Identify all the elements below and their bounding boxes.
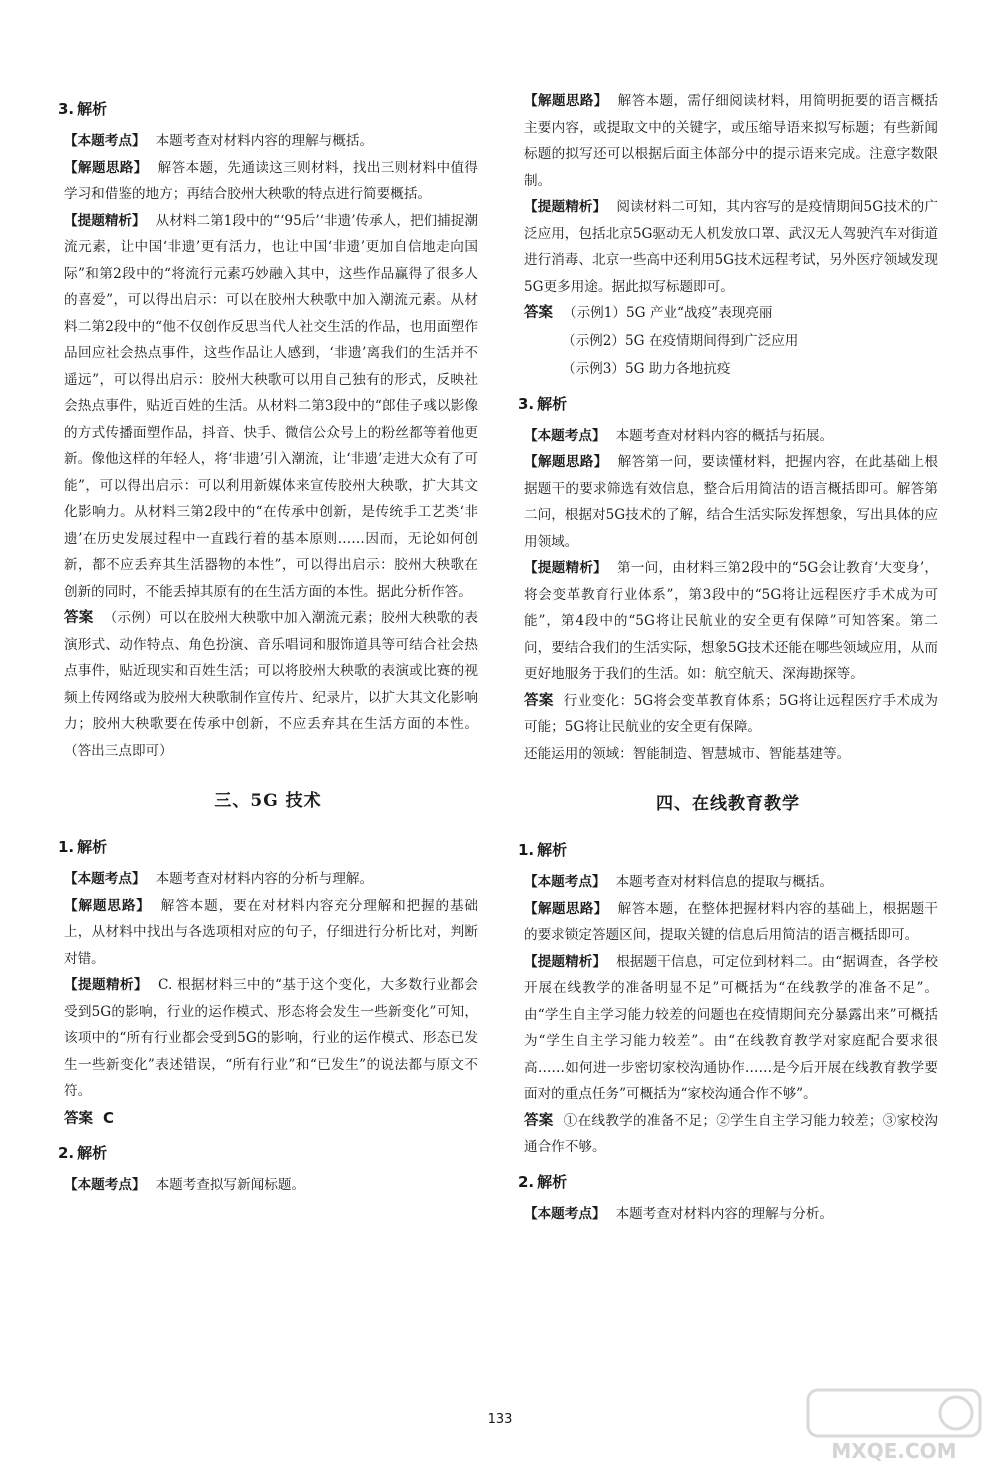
question-heading-label: 解析 (537, 1172, 568, 1191)
question-number: 1. (518, 841, 535, 859)
answer-label: 答案 (524, 692, 554, 709)
right-column (518, 88, 938, 1227)
section-title-online-education: 四、在线教育教学 (656, 794, 800, 814)
answer-paragraph (524, 300, 938, 327)
kaodian-tag: 【本题考点】 (64, 871, 146, 887)
answer-text: （示例）可以在胶州大秧歌中加入潮流元素；胶州大秧歌的表演形式、动作特点、角色扮演、音乐唱词和服饰道具等可结合社会热点事件，贴近现实和百姓生活；可以将胶州大秧歌的表演或比赛的视频上传网络或为胶州大秧歌制作宣传片、纪录片，以扩大其文化影响力；胶州大秧歌要在传承中创新，不应丢弃其在生活方面的本性。（答出三点即可） (64, 610, 479, 759)
kaodian-tag: 【本题考点】 (64, 1177, 146, 1193)
silu-paragraph (524, 449, 938, 555)
jingxi-tag: 【提题精析】 (64, 977, 149, 993)
question-number: 3. (518, 394, 535, 413)
jingxi-text: 根据题干信息，可定位到材料二。由“据调查，各学校开展在线教学的准备明显不足”可概括为“在线教学的准备不足”。由“学生自主学习能力较差的问题也在疫情期间充分暴露出来”可概括为“学生自主学习能力较差”。由“在线教育教学对家庭配合要求很高……如何进一步密切家校沟通协作……是今后开展在线教育教学要面对的重点任务”可概括为“家校沟通合作不够”。 (524, 953, 939, 1102)
kaodian-paragraph (524, 1201, 938, 1228)
jingxi-text: C. 根据材料三中的“基于这个变化，大多数行业都会受到5G的影响，行业的运作模式、形态将会发生一些新变化”可知，该项中的“所有行业都会受到5G的影响，行业的运作模式、形态已发生一些新变化”表述错误，“所有行业”和“已发生”的说法都与原文不符。 (64, 977, 479, 1099)
question-2-heading (518, 1169, 938, 1195)
answer-paragraph (524, 688, 938, 741)
jingxi-text: 第一问，由材料三第2段中的“5G会让教育‘大变身’，将会变革教育行业体系”，第3段中的“5G将让远程医疗手术成为可能”，第4段中的“5G将让民航业的安全更有保障”可知答案。第二问，要结合我们的生活实际，想象5G技术还能在哪些领域应用，从而更好地服务于我们的生活。如：航空航天、深海勘探等。 (524, 560, 939, 682)
question-heading-label: 解析 (77, 838, 108, 856)
jingxi-paragraph (524, 949, 938, 1108)
answer-label: 答案 (64, 610, 94, 626)
question-2-heading (58, 1140, 478, 1166)
jingxi-tag: 【提题精析】 (64, 212, 146, 229)
silu-text: 解答本题，需仔细阅读材料，用简明扼要的语言概括主要内容，或提取文中的关键字，或压缩导语来拟写标题；有些新闻标题的拟写还可以根据后面主体部分中的提示语来完成。注意字数限制。 (524, 93, 939, 189)
silu-paragraph (524, 88, 938, 194)
silu-tag: 【解题思路】 (64, 897, 151, 914)
silu-tag: 【解题思路】 (524, 93, 608, 109)
answer-label: 答案 (524, 305, 553, 321)
jingxi-paragraph (524, 194, 938, 300)
kaodian-paragraph (524, 869, 938, 896)
answer-text-continued: 还能运用的领域：智能制造、智慧城市、智能基建等。 (524, 745, 851, 762)
jingxi-paragraph (64, 208, 478, 606)
question-1-heading (58, 834, 478, 860)
question-3-heading (58, 96, 478, 122)
silu-paragraph (64, 155, 478, 208)
kaodian-text: 本题考查对材料内容的理解与概括。 (155, 133, 374, 149)
question-heading-label: 解析 (77, 1144, 108, 1162)
jingxi-tag: 【提题精析】 (524, 199, 607, 215)
answer-paragraph (64, 1105, 478, 1133)
silu-text: 解答本题，要在对材料内容充分理解和把握的基础上，从材料中找出与各选项相对应的句子，仔细进行分析比对，判断对错。 (64, 897, 479, 967)
silu-text: 解答本题，在整体把握材料内容的基础上，根据题干的要求锁定答题区间，提取关键的信息后用简洁的语言概括即可。 (524, 900, 939, 943)
question-3-heading (518, 391, 938, 417)
watermark-logo (804, 1386, 984, 1466)
question-1-heading (518, 837, 938, 863)
kaodian-text: 本题考查对材料内容的概括与拓展。 (615, 427, 834, 444)
silu-tag: 【解题思路】 (524, 900, 608, 917)
silu-paragraph (64, 893, 478, 973)
left-column (58, 88, 478, 1199)
kaodian-tag: 【本题考点】 (524, 874, 606, 890)
kaodian-text: 本题考查对材料内容的分析与理解。 (155, 871, 374, 887)
watermark-text: MXQE.COM (831, 1439, 957, 1463)
question-number: 2. (58, 1144, 75, 1162)
jingxi-paragraph (64, 972, 478, 1105)
answer-example: （示例3）5G 助力各地抗疫 (562, 360, 731, 377)
answer-text: 行业变化：5G将会变革教育体系；5G将让远程医疗手术成为可能；5G将让民航业的安全更有保障。 (524, 692, 938, 735)
answer-example: （示例2）5G 在疫情期间得到广泛应用 (562, 332, 799, 349)
question-number: 1. (58, 838, 75, 856)
answer-text: C (103, 1108, 115, 1127)
question-heading-label: 解析 (537, 841, 568, 859)
jingxi-text: 阅读材料二可知，其内容写的是疫情期间5G技术的广泛应用，包括北京5G驱动无人机发放口罩、武汉无人驾驶汽车对街道进行消毒、北京一些高中还利用5G技术远程考试，另外医疗领域发现5G更多用途。据此拟写标题即可。 (524, 199, 938, 295)
answer-paragraph (524, 1108, 938, 1161)
kaodian-paragraph (64, 1172, 478, 1199)
question-heading-label: 解析 (537, 394, 568, 413)
silu-paragraph (524, 896, 938, 949)
jingxi-tag: 【提题精析】 (524, 560, 607, 576)
question-heading-label: 解析 (77, 100, 108, 118)
answer-example: （示例1）5G 产业“战疫”表现亮丽 (563, 305, 773, 321)
answer-paragraph (64, 605, 478, 764)
kaodian-paragraph (64, 128, 478, 155)
question-number: 3. (58, 100, 75, 118)
kaodian-tag: 【本题考点】 (64, 133, 146, 149)
kaodian-tag: 【本题考点】 (524, 1205, 606, 1222)
silu-tag: 【解题思路】 (524, 454, 608, 470)
silu-text: 解答第一问，要读懂材料，把握内容，在此基础上根据题干的要求筛选有效信息，整合后用简洁的语言概括即可。解答第二问，根据对5G技术的了解，结合生活实际发挥想象，写出具体的应用领域。 (524, 454, 939, 550)
kaodian-text: 本题考查拟写新闻标题。 (155, 1177, 306, 1193)
kaodian-text: 本题考查对材料信息的提取与概括。 (615, 874, 834, 890)
answer-label: 答案 (524, 1112, 554, 1129)
page-number: 133 (487, 1412, 513, 1427)
question-number: 2. (518, 1172, 535, 1191)
kaodian-tag: 【本题考点】 (524, 427, 606, 444)
silu-tag: 【解题思路】 (64, 159, 148, 176)
jingxi-tag: 【提题精析】 (524, 953, 607, 970)
jingxi-paragraph (524, 555, 938, 688)
kaodian-paragraph (524, 423, 938, 450)
kaodian-text: 本题考查对材料内容的理解与分析。 (615, 1205, 834, 1222)
jingxi-text: 从材料二第1段中的“‘95后’‘非遗’传承人，把们捕捉潮流元素，让中国‘非遗’更有活力，也让中国‘非遗’更加自信地走向国际”和第2段中的“将流行元素巧妙融入其中，这些作品赢得了很多人的喜爱”，可以得出启示：可以在胶州大秧歌中加入潮流元素。从材料二第2段中的“他不仅创作反思当代人社交生活的作品，也用面塑作品回应社会热点事件，这些作品让人感到，‘非遗’离我们的生活并不遥远”，可以得出启示：胶州大秧歌可以用自己独有的形式，反映社会热点事件，贴近百姓的生活。从材料二第3段中的“郎佳子彧以影像的方式传播面塑作品，抖音、快手、微信公众号上的粉丝都等着他更新。像他这样的年轻人，将‘非遗’引入潮流，让‘非遗’走进大众有了可能”，可以得出启示：可以利用新媒体来宣传胶州大秧歌，扩大其文化影响力。从材料三第2段中的“在传承中创新，是传统手工艺类‘非遗’在历史发展过程中一直践行着的基本原则……因而，无论如何创新，都不应丢弃其生活器物的本性”，可以得出启示：胶州大秧歌在创新的同时，不能丢掉其原有的在生活方面的本性。据此分析作答。 (64, 212, 478, 600)
answer-text: ①在线教学的准备不足；②学生自主学习能力较差；③家校沟通合作不够。 (524, 1112, 939, 1155)
silu-text: 解答本题，先通读这三则材料，找出三则材料中值得学习和借鉴的地方；再结合胶州大秧歌的特点进行简要概括。 (64, 159, 479, 202)
kaodian-paragraph (64, 866, 478, 893)
section-title-5g: 三、5G 技术 (214, 791, 322, 811)
answer-label: 答案 (64, 1110, 93, 1127)
